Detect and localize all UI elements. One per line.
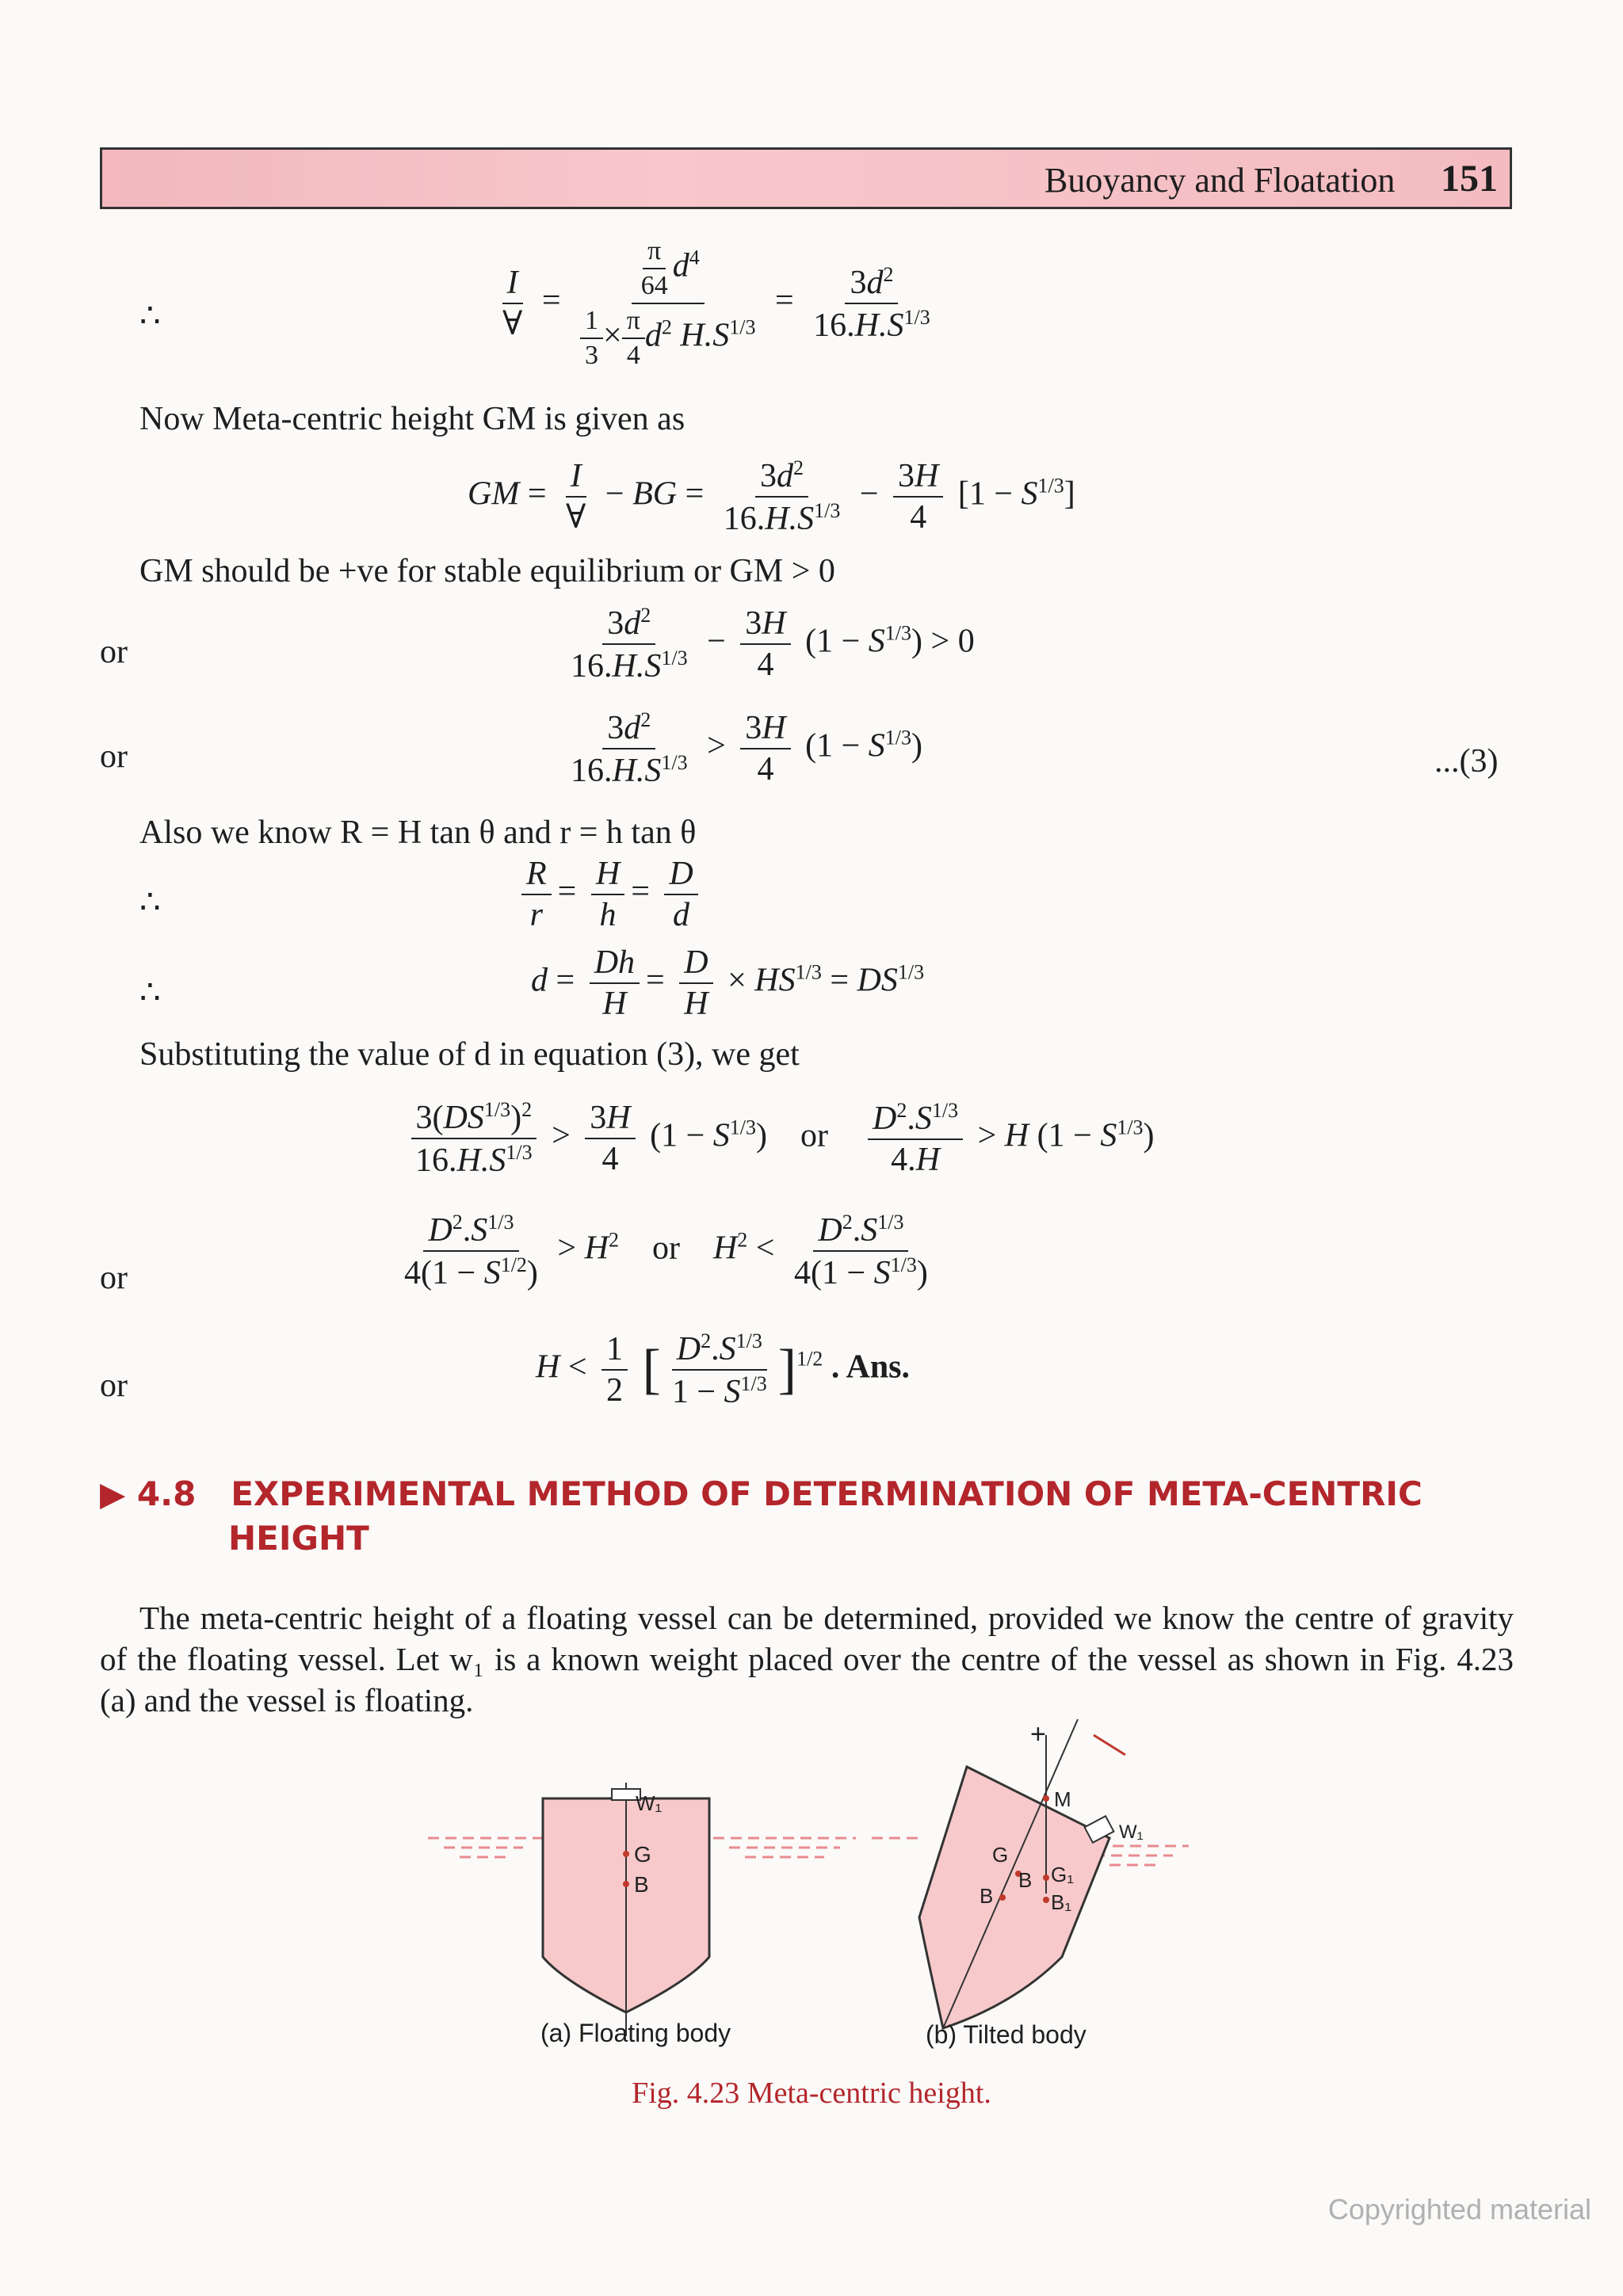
therefore-symbol-2: ∴	[139, 884, 161, 921]
label-w1-a: W₁	[636, 1791, 663, 1815]
label-g-b: G	[992, 1843, 1009, 1867]
lhs-numerator: I	[502, 266, 523, 304]
section-title-line2: HEIGHT	[228, 1519, 369, 1558]
label-g1: G₁	[1051, 1863, 1074, 1886]
mid-fraction: $\frac{\pi}{64}$ $d^4$ $\frac{1}{3}$ × $\frac{\pi}{4}$ $d^2$ $H.S^{1/3}$	[575, 238, 760, 369]
label-g-a: G	[634, 1842, 651, 1867]
label-b-a: B	[634, 1872, 649, 1897]
equation-substituted: $\frac{3(DS^{1/3})^2}{16.H.S^{1/3}}$ > $\frac{3H}{4}$ $(1 - S^{1/3})$ or $\frac{D^2.S^{1/3}}{4.H}$ > H $(1 - S^{1/3})$	[404, 1100, 1155, 1177]
text-also-we-know: Also we know R = H tan θ and r = h tan θ	[139, 814, 697, 851]
text-substituting: Substituting the value of d in equation (3), we get	[139, 1036, 800, 1073]
equation-3: $\frac{3d^2}{16.H.S^{1/3}}$ > $\frac{3H}{4}$ $(1 - S^{1/3})$	[571, 708, 923, 789]
rhs-fraction: $\frac{3d^2}{16.H.S^{1/3}}$	[813, 263, 930, 344]
label-plus: +	[1030, 1719, 1046, 1749]
figure-meta-centric-height	[428, 1719, 1189, 2036]
label-m: M	[1054, 1787, 1071, 1811]
page-number: 151	[1441, 158, 1498, 200]
or-label-4: or	[100, 1367, 128, 1404]
label-b1: B₁	[1051, 1890, 1072, 1914]
caption-tilted-body: (b) Tilted body	[926, 2020, 1086, 2049]
equation-gm: GM = $\frac{I}{\forall}$ − BG = $\frac{3d^2}{16.H.S^{1/3}}$ − $\frac{3H}{4}$ $[1 - S^{1/3}]$	[468, 456, 1075, 537]
equation-i-over-volume: $\frac{I}{\forall}$ = $\frac{\pi}{64}$ $d^4$ $\frac{1}{3}$ × $\frac{\pi}{4}$ $d^2$ $H.S^{1/3}$ = $\frac{3d^2}{16.H.S^{1/3}}$	[491, 238, 941, 369]
caption-floating-body: (a) Floating body	[540, 2019, 731, 2047]
lhs-denominator: ∀	[502, 306, 523, 342]
watermark: Copyrighted material	[1327, 2193, 1591, 2225]
or-label-2: or	[100, 738, 128, 775]
therefore-symbol: ∴	[139, 298, 161, 334]
body-paragraph: The meta-centric height of a floating vessel can be determined, provided we know the centre of gravity of the floating vessel. Let w₁ is a known weight placed over the centre of the vessel as shown in Fig. 4.23 (a) and the vessel is floating.	[100, 1600, 1514, 1718]
label-b-b: B	[980, 1884, 994, 1908]
section-heading	[100, 1472, 1423, 1561]
equation-tag-3: ...(3)	[1434, 743, 1499, 780]
rotation-arrow-icon	[1094, 1735, 1125, 1755]
label-w1-b: W₁	[1119, 1821, 1144, 1843]
label-b-b2: B	[1018, 1868, 1033, 1892]
equation-ratio: $\frac{R}{r}$ = $\frac{H}{h}$ = $\frac{D}{d}$	[515, 857, 705, 932]
section-number: ▶ 4.8	[100, 1474, 197, 1513]
tilted-body-b	[919, 1767, 1109, 2028]
answer-label: . Ans.	[831, 1348, 911, 1386]
equation-gm-positive: $\frac{3d^2}{16.H.S^{1/3}}$ − $\frac{3H}{4}$ $(1 - S^{1/3}) > 0$	[571, 604, 975, 685]
equation-final: H < $\frac{1}{2}$ [ $\frac{D^2.S^{1/3}}{1 - S^{1/3}}$ ]$^{1/2}$ . Ans.	[536, 1329, 911, 1410]
or-label-1: or	[100, 634, 128, 670]
equation-d: d = $\frac{Dh}{H}$ = $\frac{D}{H}$ × $HS^{1/3} = DS^{1/3}$	[531, 944, 925, 1022]
therefore-symbol-3: ∴	[139, 974, 161, 1011]
equation-h-squared: $\frac{D^2.S^{1/3}}{4(1 - S^{1/2})}$ > $H^2$ or $H^2$ < $\frac{D^2.S^{1/3}}{4(1 - S^{1/3})}$	[404, 1211, 928, 1291]
section-title-line1: EXPERIMENTAL METHOD OF DETERMINATION OF META-CENTRIC	[231, 1474, 1423, 1513]
lhs-fraction	[498, 266, 527, 341]
figure-title: Fig. 4.23 Meta-centric height.	[632, 2077, 991, 2110]
text-stable-condition: GM should be +ve for stable equilibrium or GM > 0	[139, 553, 835, 589]
running-header-title: Buoyancy and Floatation	[1044, 161, 1396, 200]
text-gm-intro: Now Meta-centric height GM is given as	[139, 401, 685, 437]
or-label-3: or	[100, 1260, 128, 1296]
